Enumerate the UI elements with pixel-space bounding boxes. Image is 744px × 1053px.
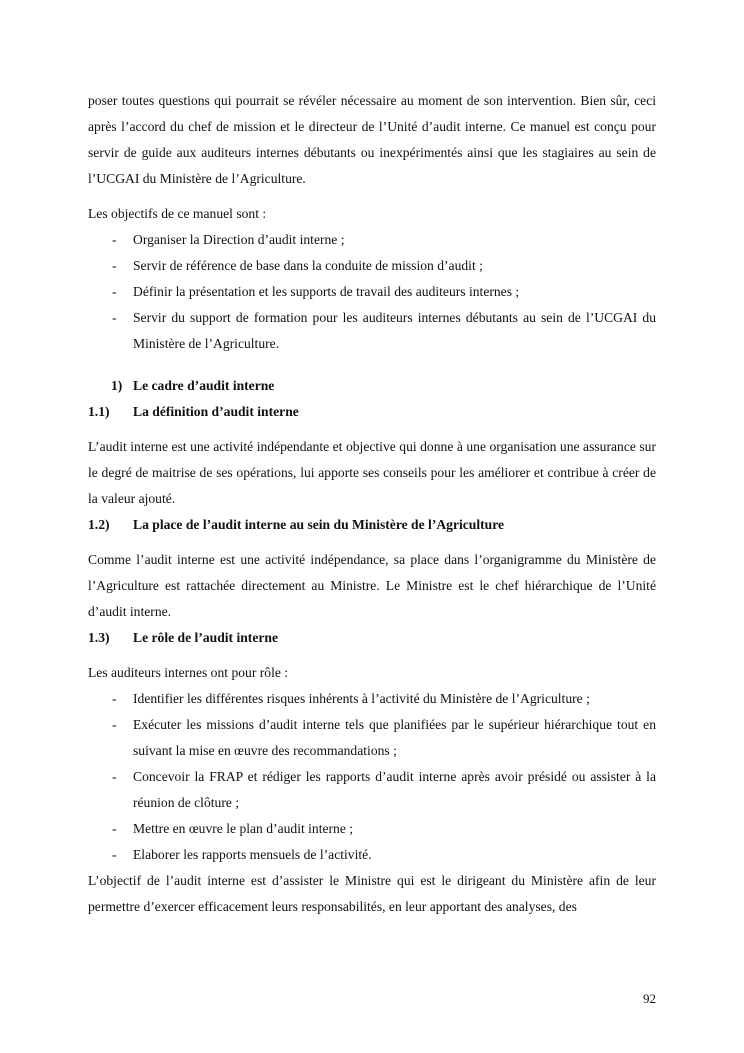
- intro-paragraph: poser toutes questions qui pourrait se révéler nécessaire au moment de son intervention. Bien sûr, ceci après l’accord du chef de mission et le directeur de l’Unité d’audit interne. Ce manuel est conçu pour servir de guide aux auditeurs internes débutants ou inexpérimentés ainsi que les stagiaires au sein de l’UCGAI du Ministère de l’Agriculture.: [88, 93, 656, 186]
- list-item-text: Servir de référence de base dans la conduite de mission d’audit ;: [133, 258, 483, 273]
- list-item: [88, 842, 656, 868]
- list-dash: -: [112, 691, 117, 706]
- list-item: [88, 227, 656, 253]
- roles-list: [88, 686, 656, 868]
- list-item-text: Elaborer les rapports mensuels de l’activité.: [133, 847, 372, 862]
- closing-paragraph: L’objectif de l’audit interne est d’assister le Ministre qui est le dirigeant du Ministère afin de leur permettre d’exercer efficacement leurs responsabilités, en leur apportant des analyses, des: [88, 873, 656, 914]
- list-item-text: Mettre en œuvre le plan d’audit interne ;: [133, 821, 354, 836]
- page-number: 92: [643, 991, 656, 1006]
- list-item-text: Servir du support de formation pour les auditeurs internes débutants au sein de l’UCGAI du Ministère de l’Agriculture.: [133, 310, 656, 351]
- list-dash: -: [112, 717, 117, 732]
- section-number: 1): [111, 378, 123, 393]
- roles-intro: Les auditeurs internes ont pour rôle :: [88, 665, 289, 680]
- subsection-title: La définition d’audit interne: [133, 404, 299, 419]
- list-item-text: Exécuter les missions d’audit interne tels que planifiées par le supérieur hiérarchique tout en suivant la mise en œuvre des recommandations ;: [133, 717, 656, 758]
- list-dash: -: [112, 232, 117, 247]
- subsection-heading: [88, 399, 656, 425]
- list-item: [88, 764, 656, 816]
- list-item: [88, 279, 656, 305]
- list-item-text: Définir la présentation et les supports de travail des auditeurs internes ;: [133, 284, 520, 299]
- list-item: [88, 816, 656, 842]
- objectives-intro: Les objectifs de ce manuel sont :: [88, 206, 267, 221]
- list-dash: -: [112, 284, 117, 299]
- list-dash: -: [112, 847, 117, 862]
- list-dash: -: [112, 769, 117, 784]
- list-dash: -: [112, 258, 117, 273]
- list-item-text: Identifier les différentes risques inhérents à l’activité du Ministère de l’Agriculture ;: [133, 691, 590, 706]
- objectives-list: [88, 227, 656, 357]
- subsection-title: Le rôle de l’audit interne: [133, 630, 278, 645]
- placement-paragraph: Comme l’audit interne est une activité indépendance, sa place dans l’organigramme du Ministère de l’Agriculture est rattachée directement au Ministre. Le Ministre est le chef hiérarchique de l’Unité d’audit interne.: [88, 552, 656, 619]
- list-item-text: Organiser la Direction d’audit interne ;: [133, 232, 345, 247]
- section-heading: [88, 373, 656, 399]
- list-item: [88, 253, 656, 279]
- list-item-text: Concevoir la FRAP et rédiger les rapports d’audit interne après avoir présidé ou assister à la réunion de clôture ;: [133, 769, 656, 810]
- list-item: [88, 305, 656, 357]
- subsection-number: 1.2): [88, 517, 110, 532]
- subsection-title: La place de l’audit interne au sein du Ministère de l’Agriculture: [133, 517, 505, 532]
- list-dash: -: [112, 821, 117, 836]
- document-page: [88, 88, 656, 920]
- subsection-heading: [88, 625, 656, 651]
- subsection-heading: [88, 512, 656, 538]
- subsection-number: 1.1): [88, 404, 110, 419]
- list-item: [88, 712, 656, 764]
- section-title: Le cadre d’audit interne: [133, 378, 275, 393]
- subsection-number: 1.3): [88, 630, 110, 645]
- list-dash: -: [112, 310, 117, 325]
- definition-paragraph: L’audit interne est une activité indépendante et objective qui donne à une organisation une assurance sur le degré de maitrise de ses opérations, lui apporte ses conseils pour les améliorer et contribue à créer de la valeur ajouté.: [88, 439, 656, 506]
- list-item: [88, 686, 656, 712]
